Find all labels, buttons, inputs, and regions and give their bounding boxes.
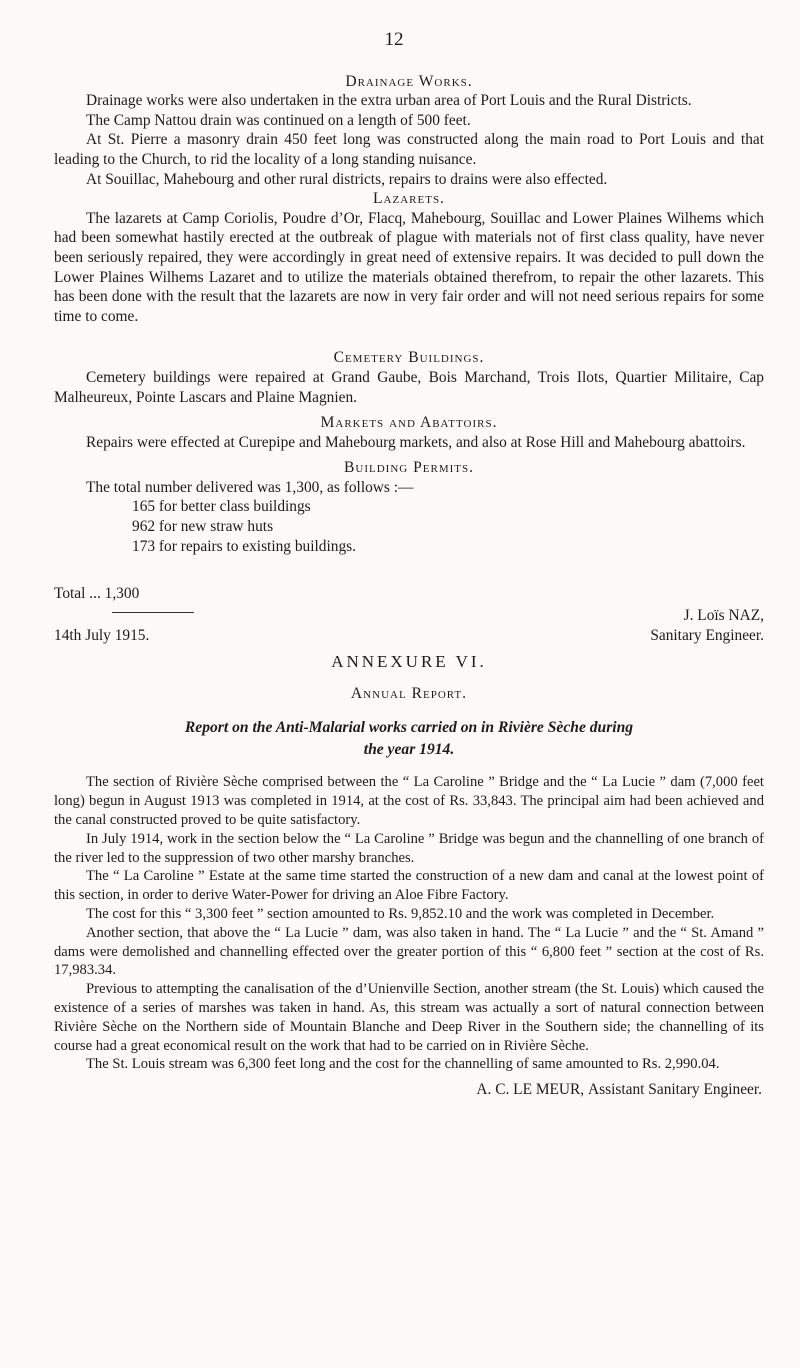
drainage-paragraph: At Souillac, Mahebourg and other rural districts, repairs to drains were also effected. <box>86 170 608 188</box>
report-paragraph: In July 1914, work in the section below the “ La Caroline ” Bridge was begun and the channelling of one branch of the river led to the suppression of two other marshy branches. <box>54 830 764 866</box>
markets-heading: Markets and Abattoirs. <box>320 414 498 432</box>
report-paragraph: Previous to attempting the canalisation of the d’Unienville Section, another stream (the St. Louis) which caused the existence of a series of marshes was taken in hand. As, this stream was actually a sort of natural connection between Rivière Sèche on the Northern side of Mountain Blanche and Deep River in the Southern side; the channelling of its course had a great economical result on the work that had to be carried on in Rivière Sèche. <box>54 981 764 1054</box>
permits-signature-block <box>54 584 764 664</box>
cemetery-heading: Cemetery Buildings. <box>333 349 485 367</box>
drainage-paragraph: Drainage works were also undertaken in the extra urban area of Port Louis and the Rural Districts. <box>86 92 692 110</box>
permits-intro: The total number delivered was 1,300, as follows :— <box>86 478 414 496</box>
drainage-paragraph: The Camp Nattou drain was continued on a length of 500 feet. <box>86 111 471 129</box>
drainage-heading: Drainage Works. <box>345 72 473 90</box>
report-body <box>54 773 764 1074</box>
signatory-name: J. Loïs NAZ, <box>683 607 764 625</box>
page-number: 12 <box>384 29 404 50</box>
assistant-signatory-title: Assistant Sanitary Engineer. <box>588 1081 762 1099</box>
list-item: 173 for repairs to existing buildings. <box>132 537 356 555</box>
assistant-signatory-name: A. C. LE MEUR, <box>476 1081 585 1099</box>
permits-total: Total ... 1,300 <box>54 585 140 603</box>
lazarets-heading: Lazarets. <box>373 190 445 208</box>
markets-paragraph: Repairs were effected at Curepipe and Mahebourg markets, and also at Rose Hill and Mahebourg abattoirs. <box>86 433 746 451</box>
signatory-title: Sanitary Engineer. <box>650 627 764 645</box>
annexure-title: ANNEXURE VI. <box>331 652 487 672</box>
report-paragraph: The cost for this “ 3,300 feet ” section amounted to Rs. 9,852.10 and the work was completed in December. <box>86 906 715 923</box>
final-signature-block <box>54 1080 762 1100</box>
annexure-subtitle: Annual Report. <box>350 684 468 702</box>
report-paragraph: The St. Louis stream was 6,300 feet long and the cost for the channelling of same amounted to Rs. 2,990.04. <box>86 1056 720 1073</box>
list-item: 165 for better class buildings <box>132 498 311 516</box>
report-paragraph: The section of Rivière Sèche comprised between the “ La Caroline ” Bridge and the “ La Lucie ” dam (7,000 feet long) begun in August 1913 was completed in 1914, at the cost of Rs. 33,843. The principal aim had been achieved and the canal constructed proved to be quite satisfactory. <box>54 774 764 829</box>
report-paragraph: The “ La Caroline ” Estate at the same time started the construction of a new dam and canal at the lowest point of this section, in order to derive Water-Power for driving an Aloe Fibre Factory. <box>54 868 764 904</box>
drainage-paragraph: At St. Pierre a masonry drain 450 feet long was constructed along the main road to Port Louis and that leading to the Church, to rid the locality of a long standing nuisance. <box>54 131 764 168</box>
report-paragraph: Another section, that above the “ La Lucie ” dam, was also taken in hand. The “ La Lucie ” and the “ St. Amand ” dams were demolished and channelling effected over the greater portion of this “ 6,800 feet ” section at the cost of Rs. 17,983.34. <box>54 924 764 979</box>
report-title-line: Report on the Anti-Malarial works carried on in Rivière Sèche during <box>184 719 634 737</box>
total-rule <box>112 612 194 613</box>
report-title-line: the year 1914. <box>363 741 455 759</box>
permits-heading: Building Permits. <box>343 459 475 477</box>
cemetery-paragraph: Cemetery buildings were repaired at Grand Gaube, Bois Marchand, Trois Ilots, Quartier Militaire, Cap Malheureux, Pointe Lascars and Plaine Magnien. <box>54 368 764 406</box>
permits-list <box>132 497 764 556</box>
list-item: 962 for new straw huts <box>132 518 274 536</box>
document-page <box>54 30 764 1100</box>
report-date: 14th July 1915. <box>54 627 150 645</box>
lazarets-paragraph: The lazarets at Camp Coriolis, Poudre d’Or, Flacq, Mahebourg, Souillac and Lower Plaines Wilhems which had been somewhat hastily erected at the outbreak of plague with materials not of first class quality, have never been seriously repaired, they were accordingly in great need of extensive repairs. It was decided to pull down the Lower Plaines Wilhems Lazaret and to utilize the materials obtained therefrom, to repair the other lazarets. This has been done with the result that the lazarets are now in very fair order and will not need serious repairs for some time to come. <box>54 209 764 325</box>
report-title <box>54 717 764 761</box>
